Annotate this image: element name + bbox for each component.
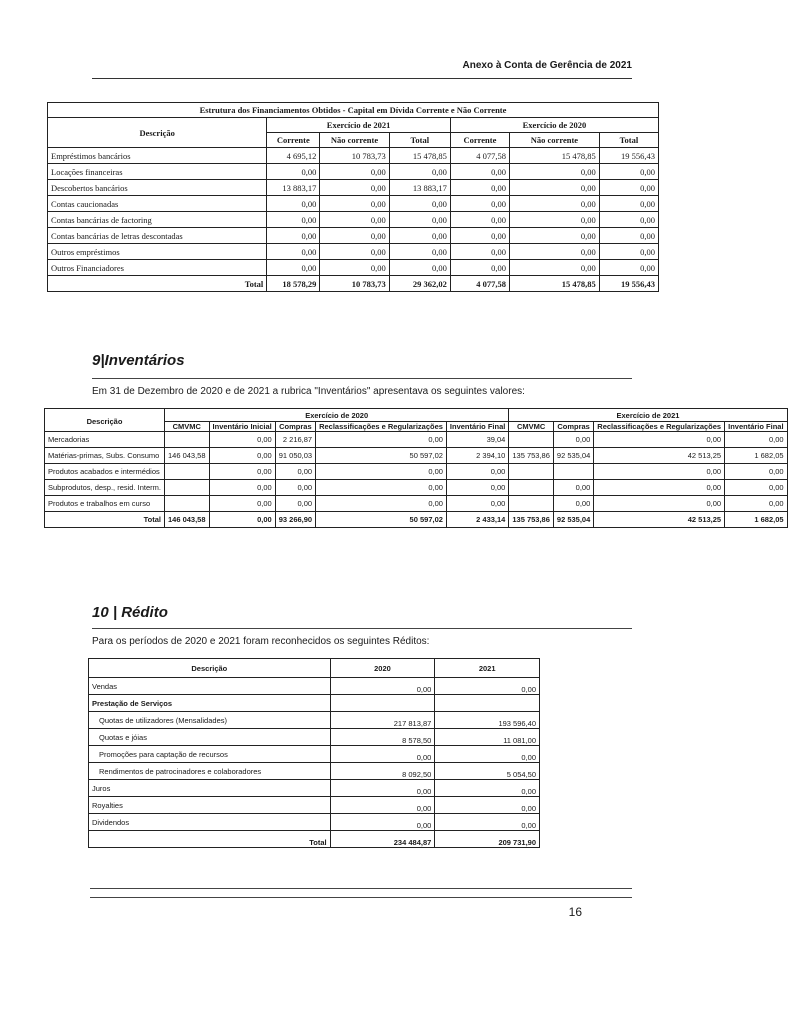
table-cell: 0,00 [450,164,509,180]
table-cell: 0,00 [599,244,658,260]
table-cell [509,464,554,480]
table-cell: 8 578,50 [330,729,435,746]
redito-body [89,678,540,848]
table-cell: 0,00 [510,180,600,196]
column-header: Inventário Inicial [209,422,275,432]
table-cell: 0,00 [446,480,508,496]
table-cell: 15 478,85 [389,148,450,164]
financiamentos-year1-header: Exercício de 2021 [267,118,451,133]
redito-desc-header: Descrição [89,659,331,678]
table-cell: 0,00 [267,228,320,244]
table-cell [164,432,209,448]
table-cell: 0,00 [320,244,389,260]
table-cell: 0,00 [599,212,658,228]
table-cell: 2 216,87 [275,432,315,448]
table-cell: 4 695,12 [267,148,320,164]
table-cell: 13 883,17 [389,180,450,196]
table-cell: 0,00 [594,480,725,496]
table-row [89,763,540,780]
table-cell: 0,00 [450,260,509,276]
table-cell: 0,00 [446,496,508,512]
column-header: CMVMC [509,422,554,432]
table-cell: 0,00 [435,678,540,695]
financiamentos-title: Estrutura dos Financiamentos Obtidos - Capital em Dívida Corrente e Não Corrente [48,103,659,118]
table-cell: 0,00 [330,678,435,695]
table-cell: 0,00 [510,260,600,276]
row-label: Mercadorias [45,432,165,448]
col-corrente-header: Corrente [450,133,509,148]
table-cell: 0,00 [599,228,658,244]
row-label: Vendas [89,678,331,695]
table-row [48,196,659,212]
row-label: Descobertos bancários [48,180,267,196]
col-nao-corrente-header: Não corrente [320,133,389,148]
column-header: CMVMC [164,422,209,432]
table-cell: 0,00 [553,432,593,448]
table-cell: 15 478,85 [510,148,600,164]
total-row [89,831,540,848]
inventarios-divider [92,378,632,379]
table-cell [435,695,540,712]
table-cell: 0,00 [267,244,320,260]
column-header: Reclassificações e Regularizações [594,422,725,432]
row-label: Royalties [89,797,331,814]
table-cell: 0,00 [209,448,275,464]
table-cell: 0,00 [320,196,389,212]
table-cell: 0,00 [330,746,435,763]
table-cell: 91 050,03 [275,448,315,464]
col-total-header: Total [599,133,658,148]
table-cell: 0,00 [594,432,725,448]
table-cell: 0,00 [725,432,787,448]
row-label: Rendimentos de patrocinadores e colaboradores [89,763,331,780]
table-cell: 92 535,04 [553,448,593,464]
table-cell: 0,00 [330,814,435,831]
total-cell: 146 043,58 [164,512,209,528]
table-row [48,212,659,228]
footer-divider [90,897,632,898]
table-cell: 10 783,73 [320,148,389,164]
inventarios-body [45,432,788,528]
total-cell: 10 783,73 [320,276,389,292]
total-cell: 0,00 [209,512,275,528]
total-cell: 209 731,90 [435,831,540,848]
table-cell: 0,00 [435,780,540,797]
inventarios-table [44,408,788,528]
table-cell: 1 682,05 [725,448,787,464]
row-label: Contas bancárias de letras descontadas [48,228,267,244]
table-cell: 0,00 [599,164,658,180]
row-label: Juros [89,780,331,797]
redito-section-title: 10 | Rédito [92,604,168,621]
redito-intro: Para os períodos de 2020 e 2021 foram reconhecidos os seguintes Réditos: [92,636,430,647]
table-cell: 217 813,87 [330,712,435,729]
table-row [89,746,540,763]
row-label: Empréstimos bancários [48,148,267,164]
row-label: Promoções para captação de recursos [89,746,331,763]
financiamentos-body [48,148,659,292]
table-cell: 0,00 [267,164,320,180]
table-cell: 0,00 [599,180,658,196]
table-row [48,148,659,164]
table-cell: 0,00 [450,244,509,260]
total-cell: 4 077,58 [450,276,509,292]
row-label: Matérias-primas, Subs. Consumo [45,448,165,464]
table-cell: 0,00 [553,496,593,512]
table-cell [509,432,554,448]
row-label: Quotas e jóias [89,729,331,746]
row-label: Outros empréstimos [48,244,267,260]
page-number: 16 [568,905,582,919]
table-cell: 39,04 [446,432,508,448]
table-cell: 0,00 [389,196,450,212]
table-cell: 0,00 [389,212,450,228]
total-cell: 2 433,14 [446,512,508,528]
table-cell: 19 556,43 [599,148,658,164]
table-cell: 0,00 [316,464,447,480]
total-cell: 93 266,90 [275,512,315,528]
financiamentos-desc-header: Descrição [48,118,267,148]
table-cell: 0,00 [725,464,787,480]
table-cell: 0,00 [267,212,320,228]
table-row [45,464,788,480]
table-cell: 0,00 [599,196,658,212]
table-row [89,678,540,695]
table-cell [164,496,209,512]
table-cell: 42 513,25 [594,448,725,464]
table-row [45,432,788,448]
table-cell: 0,00 [209,432,275,448]
table-cell: 0,00 [435,746,540,763]
table-cell: 0,00 [725,496,787,512]
total-label: Total [89,831,331,848]
table-cell: 0,00 [209,480,275,496]
header-divider [92,78,632,79]
table-row [48,228,659,244]
table-cell [164,480,209,496]
total-label: Total [45,512,165,528]
table-cell: 0,00 [320,212,389,228]
table-cell: 0,00 [435,797,540,814]
table-cell [553,464,593,480]
table-cell [509,496,554,512]
column-header: Reclassificações e Regularizações [316,422,447,432]
table-cell: 0,00 [389,260,450,276]
table-cell: 0,00 [450,212,509,228]
table-cell: 2 394,10 [446,448,508,464]
table-cell: 0,00 [275,480,315,496]
table-cell: 0,00 [510,212,600,228]
total-row [48,276,659,292]
table-cell: 0,00 [389,164,450,180]
table-cell: 0,00 [594,464,725,480]
row-label: Locações financeiras [48,164,267,180]
inventarios-intro: Em 31 de Dezembro de 2020 e de 2021 a rubrica "Inventários" apresentava os seguintes valores: [92,386,525,397]
table-cell: 0,00 [389,244,450,260]
table-cell: 0,00 [209,496,275,512]
table-cell [164,464,209,480]
total-cell: 50 597,02 [316,512,447,528]
table-cell: 0,00 [330,797,435,814]
total-label: Total [48,276,267,292]
total-row [45,512,788,528]
row-label: Contas caucionadas [48,196,267,212]
column-header: Inventário Final [725,422,787,432]
table-cell: 13 883,17 [267,180,320,196]
total-cell: 18 578,29 [267,276,320,292]
total-cell: 15 478,85 [510,276,600,292]
row-label: Produtos e trabalhos em curso [45,496,165,512]
table-cell: 0,00 [446,464,508,480]
table-cell: 0,00 [725,480,787,496]
inventarios-section-title: 9|Inventários [92,352,185,369]
table-cell: 0,00 [209,464,275,480]
table-cell: 0,00 [320,180,389,196]
column-header: Inventário Final [446,422,508,432]
footer-divider [90,888,632,889]
redito-table [88,658,540,848]
row-label: Outros Financiadores [48,260,267,276]
total-cell: 1 682,05 [725,512,787,528]
table-row [48,244,659,260]
table-cell: 0,00 [316,480,447,496]
table-cell: 0,00 [267,260,320,276]
total-cell: 29 362,02 [389,276,450,292]
row-label: Dividendos [89,814,331,831]
redito-year2-header: 2021 [435,659,540,678]
table-cell: 135 753,86 [509,448,554,464]
table-row [89,780,540,797]
total-cell: 92 535,04 [553,512,593,528]
table-cell: 0,00 [510,244,600,260]
table-cell: 5 054,50 [435,763,540,780]
inventarios-year1-header: Exercício de 2020 [164,409,508,422]
table-cell: 0,00 [450,196,509,212]
total-cell: 135 753,86 [509,512,554,528]
column-header: Compras [553,422,593,432]
table-cell: 0,00 [320,228,389,244]
table-cell: 0,00 [553,480,593,496]
table-cell: 0,00 [510,228,600,244]
table-cell: 0,00 [389,228,450,244]
table-cell: 0,00 [316,496,447,512]
table-row [89,797,540,814]
table-cell [509,480,554,496]
row-label: Subprodutos, desp., resid. Interm. [45,480,165,496]
table-cell: 0,00 [435,814,540,831]
redito-year1-header: 2020 [330,659,435,678]
financiamentos-table [47,102,659,292]
table-cell: 0,00 [330,780,435,797]
table-row [48,260,659,276]
table-cell: 0,00 [510,164,600,180]
table-cell [330,695,435,712]
table-cell: 193 596,40 [435,712,540,729]
table-row [45,480,788,496]
table-row [48,164,659,180]
table-row [45,448,788,464]
table-row [89,712,540,729]
table-cell: 0,00 [320,260,389,276]
redito-divider [92,628,632,629]
inventarios-year2-header: Exercício de 2021 [509,409,787,422]
total-cell: 42 513,25 [594,512,725,528]
col-total-header: Total [389,133,450,148]
column-header: Compras [275,422,315,432]
table-cell: 0,00 [267,196,320,212]
table-cell: 4 077,58 [450,148,509,164]
table-cell: 0,00 [510,196,600,212]
table-cell: 0,00 [450,228,509,244]
table-row [89,729,540,746]
row-label: Contas bancárias de factoring [48,212,267,228]
row-label: Produtos acabados e intermédios [45,464,165,480]
table-cell: 0,00 [320,164,389,180]
total-cell: 19 556,43 [599,276,658,292]
table-cell: 0,00 [275,464,315,480]
table-cell: 146 043,58 [164,448,209,464]
document-header-title: Anexo à Conta de Gerência de 2021 [462,60,632,71]
table-row [89,695,540,712]
table-row [48,180,659,196]
table-cell: 0,00 [275,496,315,512]
table-row [45,496,788,512]
col-corrente-header: Corrente [267,133,320,148]
row-label: Quotas de utilizadores (Mensalidades) [89,712,331,729]
col-nao-corrente-header: Não corrente [510,133,600,148]
table-row [89,814,540,831]
table-cell: 11 081,00 [435,729,540,746]
row-label: Prestação de Serviços [89,695,331,712]
table-cell: 8 092,50 [330,763,435,780]
inventarios-desc-header: Descrição [45,409,165,432]
financiamentos-year2-header: Exercício de 2020 [450,118,658,133]
table-cell: 0,00 [594,496,725,512]
table-cell: 0,00 [316,432,447,448]
table-cell: 0,00 [450,180,509,196]
table-cell: 0,00 [599,260,658,276]
total-cell: 234 484,87 [330,831,435,848]
table-cell: 50 597,02 [316,448,447,464]
